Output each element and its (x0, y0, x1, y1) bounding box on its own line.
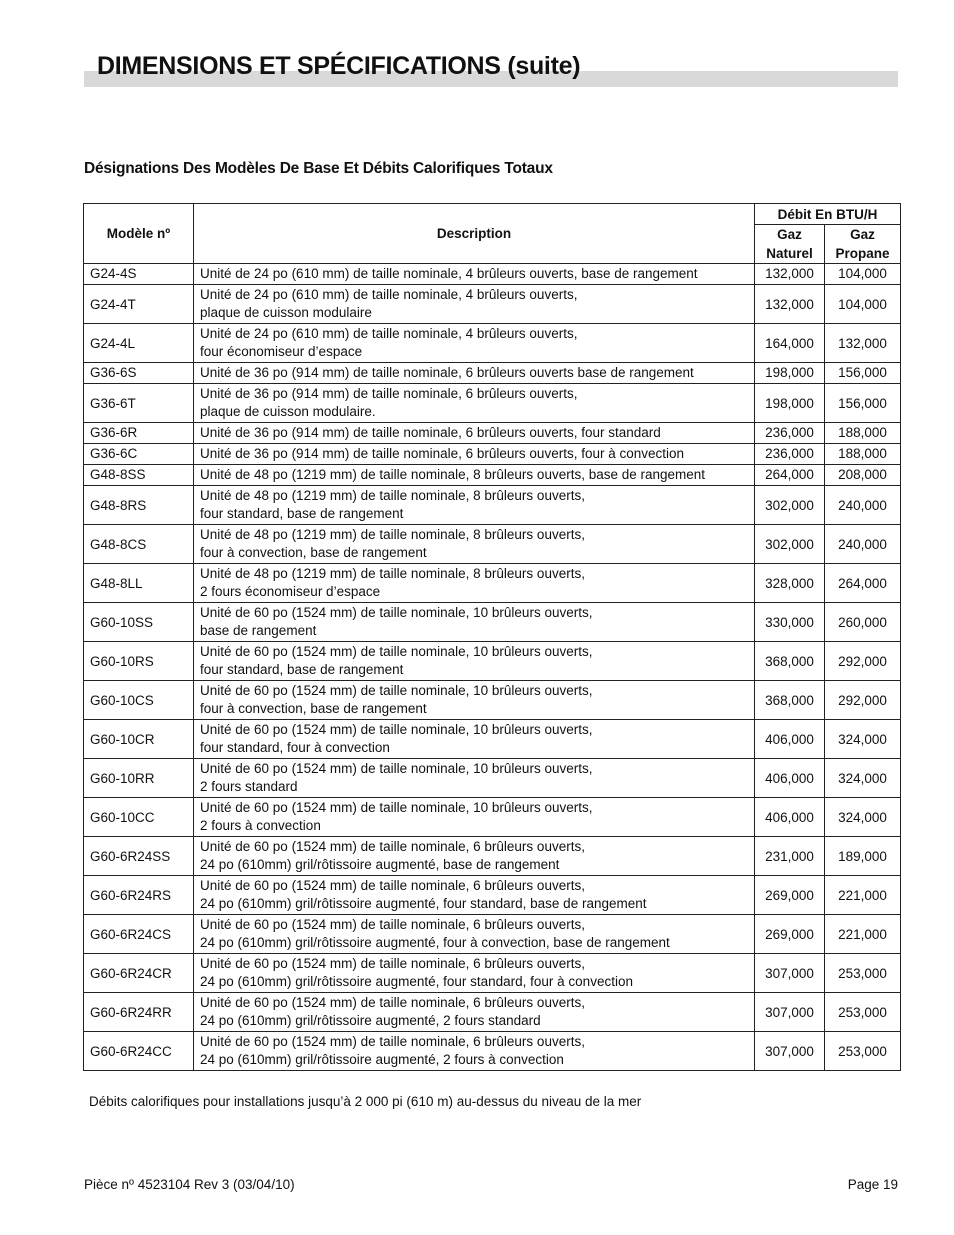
propane-gas-cell: 253,000 (825, 1032, 901, 1071)
description-line-1: Unité de 36 po (914 mm) de taille nominale, 6 brûleurs ouverts, four standard (200, 425, 661, 440)
natural-gas-cell: 132,000 (755, 285, 825, 324)
table-row (84, 465, 901, 486)
page-number: Page 19 (847, 1177, 898, 1192)
propane-gas-cell: 260,000 (825, 603, 901, 642)
propane-gas-cell: 324,000 (825, 798, 901, 837)
table-row (84, 993, 901, 1032)
propane-gas-cell: 188,000 (825, 423, 901, 444)
model-cell: G36-6S (84, 363, 194, 384)
description-cell (194, 798, 755, 837)
natural-gas-cell: 368,000 (755, 681, 825, 720)
model-cell: G48-8CS (84, 525, 194, 564)
description-line-2: four à convection, base de rangement (200, 701, 427, 716)
model-cell: G60-10CS (84, 681, 194, 720)
propane-gas-cell: 264,000 (825, 564, 901, 603)
natural-gas-cell: 236,000 (755, 444, 825, 465)
description-line-2: four standard, base de rangement (200, 506, 404, 521)
table-row (84, 285, 901, 324)
model-cell: G60-6R24CC (84, 1032, 194, 1071)
natural-gas-cell: 307,000 (755, 954, 825, 993)
table-row (84, 915, 901, 954)
model-cell: G36-6C (84, 444, 194, 465)
propane-gas-cell: 104,000 (825, 264, 901, 285)
natural-gas-cell: 132,000 (755, 264, 825, 285)
description-line-2: 2 fours à convection (200, 818, 321, 833)
propane-gas-cell: 253,000 (825, 954, 901, 993)
propane-gas-cell: 292,000 (825, 642, 901, 681)
model-cell: G60-10CC (84, 798, 194, 837)
propane-gas-cell: 324,000 (825, 720, 901, 759)
natural-gas-cell: 198,000 (755, 384, 825, 423)
footnote: Débits calorifiques pour installations jusqu’à 2 000 pi (610 m) au-dessus du niveau de la mer (89, 1094, 642, 1109)
natural-gas-cell: 302,000 (755, 486, 825, 525)
model-cell: G36-6R (84, 423, 194, 444)
header-propane-gas-line2: Propane (835, 246, 890, 261)
description-line-1: Unité de 24 po (610 mm) de taille nominale, 4 brûleurs ouverts, (200, 326, 578, 341)
table-row (84, 642, 901, 681)
header-model: Modèle nº (84, 204, 194, 264)
header-propane-gas (825, 225, 901, 264)
natural-gas-cell: 236,000 (755, 423, 825, 444)
model-cell: G24-4L (84, 324, 194, 363)
description-cell (194, 363, 755, 384)
natural-gas-cell: 302,000 (755, 525, 825, 564)
section-title: Désignations Des Modèles De Base Et Débits Calorifiques Totaux (84, 160, 553, 177)
table-row (84, 486, 901, 525)
description-line-2: 24 po (610mm) gril/rôtissoire augmenté, four à convection, base de rangement (200, 935, 670, 950)
description-cell (194, 603, 755, 642)
natural-gas-cell: 406,000 (755, 720, 825, 759)
description-line-1: Unité de 48 po (1219 mm) de taille nominale, 8 brûleurs ouverts, (200, 527, 585, 542)
description-line-2: plaque de cuisson modulaire (200, 305, 372, 320)
description-line-2: plaque de cuisson modulaire. (200, 404, 376, 419)
propane-gas-cell: 221,000 (825, 915, 901, 954)
description-cell (194, 486, 755, 525)
description-line-2: 2 fours économiseur d’espace (200, 584, 381, 599)
natural-gas-cell: 330,000 (755, 603, 825, 642)
model-cell: G60-6R24CR (84, 954, 194, 993)
description-line-2: 2 fours standard (200, 779, 298, 794)
table-row (84, 423, 901, 444)
propane-gas-cell: 208,000 (825, 465, 901, 486)
header-natural-gas-line2: Naturel (766, 246, 813, 261)
description-line-2: 24 po (610mm) gril/rôtissoire augmenté, base de rangement (200, 857, 560, 872)
model-cell: G48-8LL (84, 564, 194, 603)
model-cell: G60-6R24RS (84, 876, 194, 915)
description-cell (194, 642, 755, 681)
description-line-2: four économiseur d’espace (200, 344, 363, 359)
description-line-2: 24 po (610mm) gril/rôtissoire augmenté, four standard, base de rangement (200, 896, 647, 911)
description-cell (194, 837, 755, 876)
table-body (84, 264, 901, 1071)
description-line-2: base de rangement (200, 623, 317, 638)
description-cell (194, 384, 755, 423)
model-cell: G48-8SS (84, 465, 194, 486)
natural-gas-cell: 231,000 (755, 837, 825, 876)
propane-gas-cell: 240,000 (825, 486, 901, 525)
model-cell: G60-6R24CS (84, 915, 194, 954)
description-line-1: Unité de 60 po (1524 mm) de taille nominale, 10 brûleurs ouverts, (200, 722, 593, 737)
description-line-1: Unité de 36 po (914 mm) de taille nominale, 6 brûleurs ouverts, (200, 386, 578, 401)
table-row (84, 384, 901, 423)
natural-gas-cell: 406,000 (755, 759, 825, 798)
description-cell (194, 444, 755, 465)
description-line-1: Unité de 36 po (914 mm) de taille nominale, 6 brûleurs ouverts base de rangement (200, 365, 694, 380)
description-line-1: Unité de 48 po (1219 mm) de taille nominale, 8 brûleurs ouverts, (200, 566, 585, 581)
propane-gas-cell: 189,000 (825, 837, 901, 876)
propane-gas-cell: 240,000 (825, 525, 901, 564)
model-cell: G60-6R24SS (84, 837, 194, 876)
natural-gas-cell: 164,000 (755, 324, 825, 363)
header-natural-gas-line1: Gaz (777, 227, 802, 242)
description-line-2: four à convection, base de rangement (200, 545, 427, 560)
description-line-1: Unité de 60 po (1524 mm) de taille nominale, 6 brûleurs ouverts, (200, 956, 585, 971)
description-line-1: Unité de 60 po (1524 mm) de taille nominale, 6 brûleurs ouverts, (200, 839, 585, 854)
table-row (84, 444, 901, 465)
description-line-1: Unité de 24 po (610 mm) de taille nominale, 4 brûleurs ouverts, (200, 287, 578, 302)
model-cell: G24-4S (84, 264, 194, 285)
description-cell (194, 1032, 755, 1071)
description-cell (194, 564, 755, 603)
table-row (84, 876, 901, 915)
specifications-table (83, 203, 901, 1071)
table-row (84, 324, 901, 363)
header-propane-gas-line1: Gaz (850, 227, 875, 242)
header-debit: Débit En BTU/H (755, 204, 901, 225)
table-row (84, 1032, 901, 1071)
table-row (84, 837, 901, 876)
propane-gas-cell: 132,000 (825, 324, 901, 363)
propane-gas-cell: 253,000 (825, 993, 901, 1032)
description-line-1: Unité de 60 po (1524 mm) de taille nominale, 10 brûleurs ouverts, (200, 605, 593, 620)
description-cell (194, 423, 755, 444)
model-cell: G48-8RS (84, 486, 194, 525)
description-line-1: Unité de 60 po (1524 mm) de taille nominale, 10 brûleurs ouverts, (200, 800, 593, 815)
description-line-1: Unité de 36 po (914 mm) de taille nominale, 6 brûleurs ouverts, four à convection (200, 446, 685, 461)
natural-gas-cell: 198,000 (755, 363, 825, 384)
natural-gas-cell: 307,000 (755, 993, 825, 1032)
description-line-1: Unité de 60 po (1524 mm) de taille nominale, 10 brûleurs ouverts, (200, 644, 593, 659)
header-description: Description (194, 204, 755, 264)
description-line-1: Unité de 60 po (1524 mm) de taille nominale, 10 brûleurs ouverts, (200, 683, 593, 698)
table-row (84, 720, 901, 759)
table-row (84, 264, 901, 285)
propane-gas-cell: 156,000 (825, 384, 901, 423)
natural-gas-cell: 406,000 (755, 798, 825, 837)
description-cell (194, 285, 755, 324)
propane-gas-cell: 188,000 (825, 444, 901, 465)
part-number: Pièce nº 4523104 Rev 3 (03/04/10) (84, 1177, 295, 1192)
description-cell (194, 759, 755, 798)
description-cell (194, 954, 755, 993)
table-row (84, 363, 901, 384)
model-cell: G60-10RR (84, 759, 194, 798)
table-row (84, 525, 901, 564)
description-line-1: Unité de 60 po (1524 mm) de taille nominale, 6 brûleurs ouverts, (200, 917, 585, 932)
model-cell: G60-10RS (84, 642, 194, 681)
natural-gas-cell: 368,000 (755, 642, 825, 681)
model-cell: G24-4T (84, 285, 194, 324)
table-row (84, 681, 901, 720)
table-header (84, 204, 901, 264)
description-line-1: Unité de 48 po (1219 mm) de taille nominale, 8 brûleurs ouverts, (200, 488, 585, 503)
description-line-2: 24 po (610mm) gril/rôtissoire augmenté, 2 fours à convection (200, 1052, 564, 1067)
description-line-1: Unité de 48 po (1219 mm) de taille nominale, 8 brûleurs ouverts, base de rangement (200, 467, 706, 482)
description-line-1: Unité de 60 po (1524 mm) de taille nominale, 6 brûleurs ouverts, (200, 995, 585, 1010)
propane-gas-cell: 104,000 (825, 285, 901, 324)
table-row (84, 954, 901, 993)
table-row (84, 759, 901, 798)
description-line-2: four standard, four à convection (200, 740, 390, 755)
propane-gas-cell: 324,000 (825, 759, 901, 798)
description-line-2: four standard, base de rangement (200, 662, 404, 677)
description-cell (194, 720, 755, 759)
description-cell (194, 993, 755, 1032)
propane-gas-cell: 221,000 (825, 876, 901, 915)
description-cell (194, 681, 755, 720)
model-cell: G36-6T (84, 384, 194, 423)
model-cell: G60-6R24RR (84, 993, 194, 1032)
table-row (84, 564, 901, 603)
description-cell (194, 324, 755, 363)
header-natural-gas (755, 225, 825, 264)
natural-gas-cell: 269,000 (755, 915, 825, 954)
model-cell: G60-10SS (84, 603, 194, 642)
description-line-1: Unité de 60 po (1524 mm) de taille nominale, 6 brûleurs ouverts, (200, 1034, 585, 1049)
table-row (84, 798, 901, 837)
description-line-2: 24 po (610mm) gril/rôtissoire augmenté, four standard, four à convection (200, 974, 633, 989)
page-title: DIMENSIONS ET SPÉCIFICATIONS (suite) (97, 52, 581, 80)
description-line-1: Unité de 60 po (1524 mm) de taille nominale, 10 brûleurs ouverts, (200, 761, 593, 776)
natural-gas-cell: 307,000 (755, 1032, 825, 1071)
propane-gas-cell: 156,000 (825, 363, 901, 384)
table-row (84, 603, 901, 642)
natural-gas-cell: 264,000 (755, 465, 825, 486)
description-cell (194, 465, 755, 486)
natural-gas-cell: 328,000 (755, 564, 825, 603)
natural-gas-cell: 269,000 (755, 876, 825, 915)
model-cell: G60-10CR (84, 720, 194, 759)
description-cell (194, 525, 755, 564)
description-line-2: 24 po (610mm) gril/rôtissoire augmenté, 2 fours standard (200, 1013, 541, 1028)
description-cell (194, 915, 755, 954)
description-cell (194, 264, 755, 285)
description-line-1: Unité de 24 po (610 mm) de taille nominale, 4 brûleurs ouverts, base de rangement (200, 266, 698, 281)
description-line-1: Unité de 60 po (1524 mm) de taille nominale, 6 brûleurs ouverts, (200, 878, 585, 893)
propane-gas-cell: 292,000 (825, 681, 901, 720)
description-cell (194, 876, 755, 915)
